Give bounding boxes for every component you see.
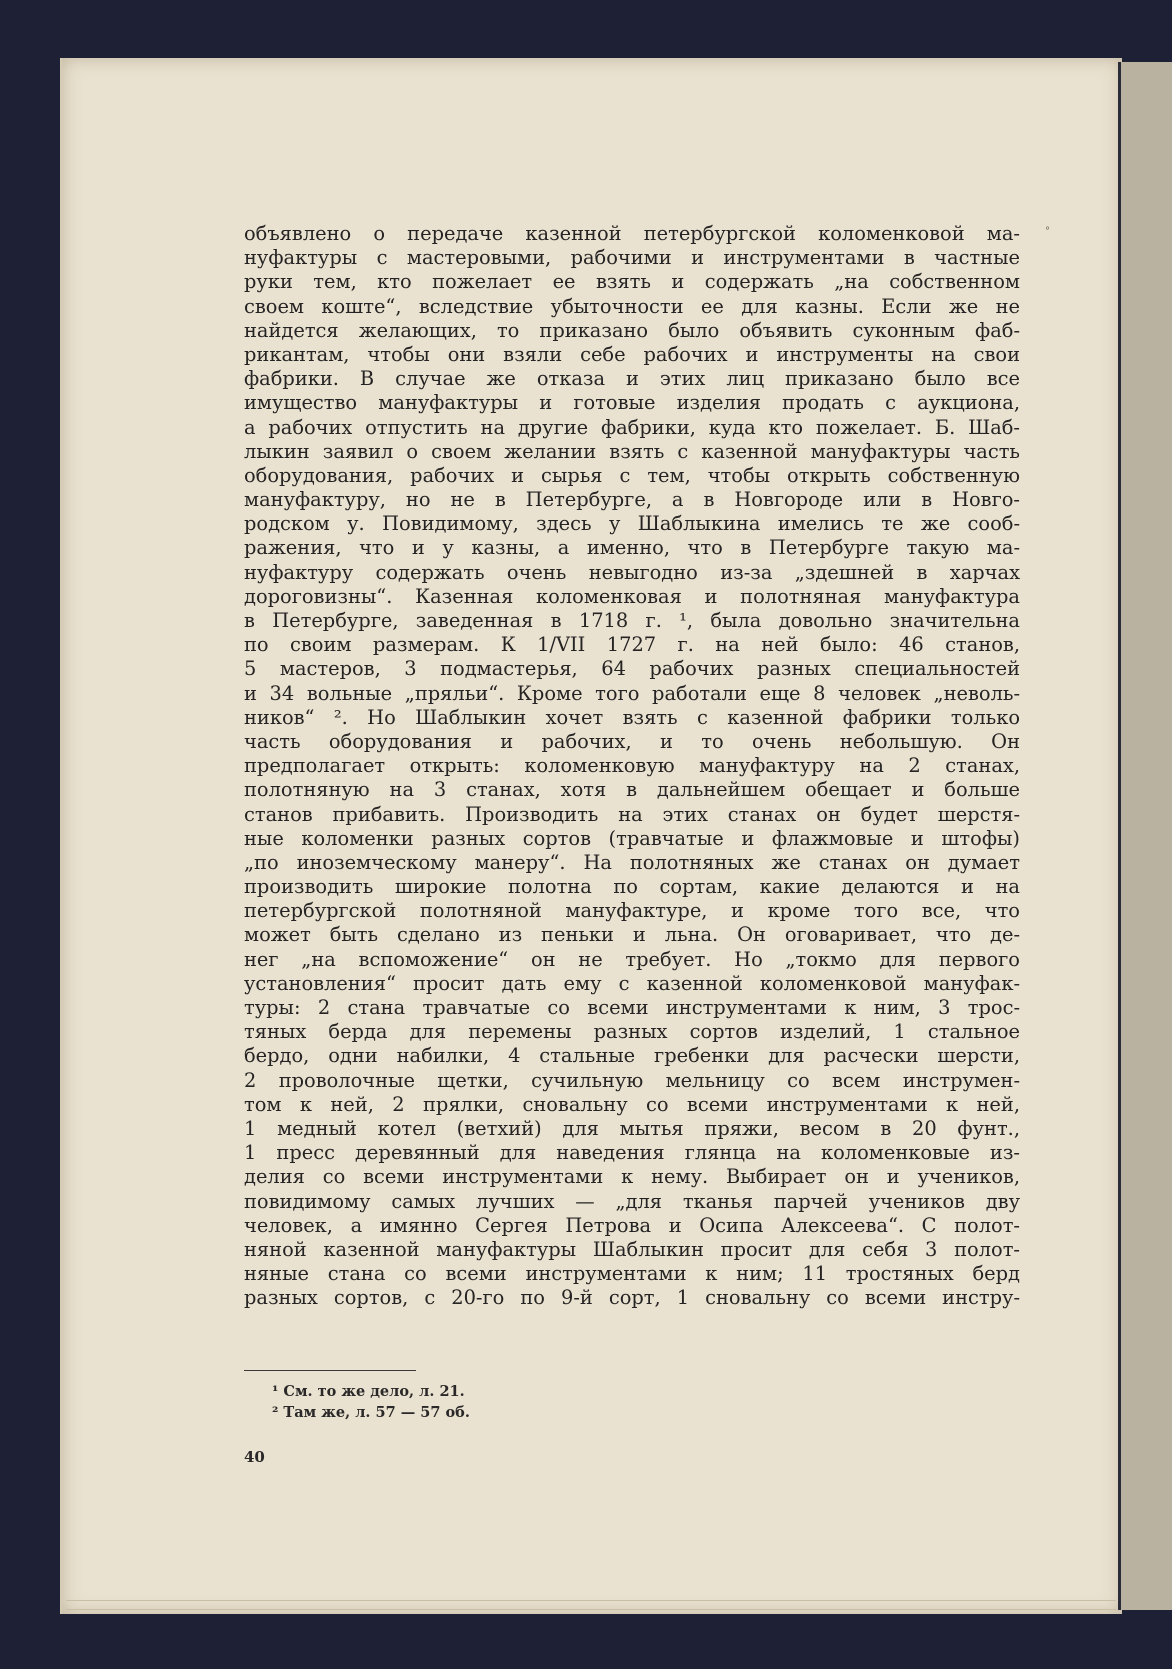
text-line: имущество мануфактуры и готовые изделия продать с аукциона,: [244, 391, 1020, 415]
text-line: том к ней, 2 прялки, сновальну со всеми инструментами к ней,: [244, 1092, 1020, 1116]
text-line: ные коломенки разных сортов (травчатые и флажмовые и штофы): [244, 826, 1020, 850]
text-line: бердо, одни набилки, 4 стальные гребенки для расчески шерсти,: [244, 1044, 1020, 1068]
text-line: няные стана со всеми инструментами к ним; 11 тростяных берд: [244, 1262, 1020, 1286]
page-edge: [66, 1600, 1116, 1610]
text-line: найдется желающих, то приказано было объявить суконным фаб-: [244, 318, 1020, 342]
footnote-2: ² Там же, л. 57 — 57 об.: [272, 1404, 470, 1421]
text-line: родском у. Повидимому, здесь у Шаблыкина имелись те же сооб-: [244, 512, 1020, 536]
text-line: установления“ просит дать ему с казенной коломенковой мануфак-: [244, 971, 1020, 995]
text-line: нуфактуру содержать очень невыгодно из-за „здешней в харчах: [244, 560, 1020, 584]
text-line: станов прибавить. Производить на этих станах он будет шерстя-: [244, 802, 1020, 826]
text-line: 2 проволочные щетки, сучильную мельницу со всем инструмен-: [244, 1068, 1020, 1092]
text-line: рикантам, чтобы они взяли себе рабочих и инструменты на свои: [244, 342, 1020, 366]
text-line: петербургской полотняной мануфактуре, и кроме того все, что: [244, 899, 1020, 923]
text-line: ражения, что и у казны, а именно, что в Петербурге такую ма-: [244, 536, 1020, 560]
text-line: часть оборудования и рабочих, и то очень небольшую. Он: [244, 729, 1020, 753]
text-line: тяных берда для перемены разных сортов изделий, 1 стальное: [244, 1020, 1020, 1044]
text-line: нег „на вспоможение“ он не требует. Но „токмо для первого: [244, 947, 1020, 971]
text-line: дороговизны“. Казенная коломенковая и полотняная мануфактура: [244, 584, 1020, 608]
text-line: делия со всеми инструментами к нему. Выбирает он и учеников,: [244, 1165, 1020, 1189]
text-line: няной казенной мануфактуры Шаблыкин просит для себя 3 полот-: [244, 1237, 1020, 1261]
text-line: и 34 вольные „пряльи“. Кроме того работали еще 8 человек „неволь-: [244, 681, 1020, 705]
margin-mark: °: [1045, 226, 1050, 237]
text-line: оборудования, рабочих и сырья с тем, чтобы открыть собственную: [244, 463, 1020, 487]
text-line: „по иноземческому манеру“. На полотняных же станах он думает: [244, 850, 1020, 874]
footnote-1: ¹ См. то же дело, л. 21.: [272, 1383, 465, 1400]
text-line: ников“ ². Но Шаблыкин хочет взять с казенной фабрики только: [244, 705, 1020, 729]
text-line: повидимому самых лучших — „для тканья парчей учеников дву: [244, 1189, 1020, 1213]
page-number: 40: [244, 1448, 265, 1466]
text-line: предполагает открыть: коломенковую мануфактуру на 2 станах,: [244, 754, 1020, 778]
footnotes: [272, 1381, 470, 1423]
adjacent-page-edge: [1118, 62, 1172, 1610]
text-line: в Петербурге, заведенная в 1718 г. ¹, была довольно значительна: [244, 609, 1020, 632]
text-line: объявлено о передаче казенной петербургской коломенковой ма-: [244, 222, 1020, 245]
text-line: разных сортов, с 20-го по 9-й сорт, 1 сновальну со всеми инстру-: [244, 1286, 1020, 1310]
text-line: своем коште“, вследствие убыточности ее для казны. Если же не: [244, 294, 1020, 318]
text-line: а рабочих отпустить на другие фабрики, куда кто пожелает. Б. Шаб-: [244, 415, 1020, 439]
text-line: мануфактуру, но не в Петербурге, а в Новгороде или в Новго-: [244, 488, 1020, 512]
text-line: может быть сделано из пеньки и льна. Он оговаривает, что де-: [244, 923, 1020, 947]
text-line: 1 пресс деревянный для наведения глянца на коломенковые из-: [244, 1141, 1020, 1165]
text-line: по своим размерам. К 1/VII 1727 г. на ней было: 46 станов,: [244, 633, 1020, 657]
text-line: фабрики. В случае же отказа и этих лиц приказано было все: [244, 367, 1020, 391]
text-line: нуфактуры с мастеровыми, рабочими и инструментами в частные: [244, 246, 1020, 270]
text-line: человек, а имянно Сергея Петрова и Осипа Алексеева“. С полот-: [244, 1213, 1020, 1237]
text-line: лыкин заявил о своем желании взять с казенной мануфактуры часть: [244, 439, 1020, 463]
text-line: 5 мастеров, 3 подмастерья, 64 рабочих разных специальностей: [244, 657, 1020, 681]
body-text: [244, 222, 1020, 1310]
footnote-rule: [244, 1370, 416, 1371]
text-line: туры: 2 стана травчатые со всеми инструментами к ним, 3 трос-: [244, 996, 1020, 1019]
text-line: полотняную на 3 станах, хотя в дальнейшем обещает и больше: [244, 778, 1020, 802]
text-line: производить широкие полотна по сортам, какие делаются и на: [244, 875, 1020, 899]
text-line: руки тем, кто пожелает ее взять и содержать „на собственном: [244, 270, 1020, 294]
text-line: 1 медный котел (ветхий) для мытья пряжи, весом в 20 фунт.,: [244, 1116, 1020, 1140]
